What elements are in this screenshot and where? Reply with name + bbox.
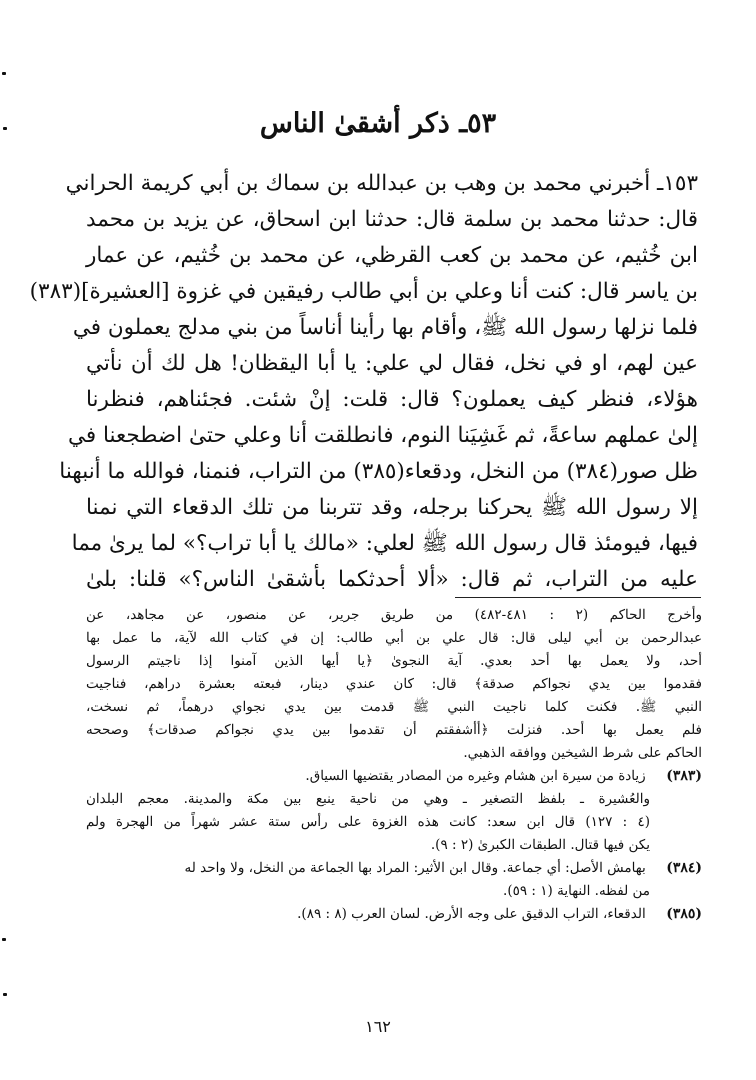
footnote-number: (٣٨٤) bbox=[666, 860, 702, 876]
text-line: فلما نزلها رسول الله ﷺ، وأقام بها رأينا أناساً من بني مدلج يعملون في bbox=[72, 315, 698, 340]
page-number: ١٦٢ bbox=[365, 1017, 391, 1036]
footnote-line: فقدموا بين يدي نجواكم صدقة﴾ قال: كان عندي دينار، فبعته بعشرة دراهم، فناجيت bbox=[86, 676, 702, 692]
footnote-text: الدقعاء، التراب الدقيق على وجه الأرض. لسان العرب (٨ : ٨٩). bbox=[297, 906, 646, 922]
text-line: إلىٰ عملهم ساعةً، ثم غَشِيَنا النوم، فانطلقت أنا وعلي حتىٰ اضطجعنا في bbox=[67, 423, 698, 448]
footnote-line: من لفظه. النهاية (١ : ٥٩). bbox=[503, 883, 650, 899]
text-line: عين لهم، او في نخل، فقال لي علي: يا أبا اليقظان! هل لك أن نأتي bbox=[86, 351, 698, 376]
chapter-title: ٥٣ـ ذكر أشقىٰ الناس bbox=[259, 108, 497, 139]
footnote-line: والعُشيرة ـ بلفظ التصغير ـ وهي من ناحية ينبع بين مكة والمدينة. معجم البلدان bbox=[86, 791, 650, 807]
footnote-383 bbox=[86, 765, 702, 788]
text-line: إلا رسول الله ﷺ يحركنا برجله، وقد تتربنا من تلك الدقعاء التي نمنا bbox=[86, 495, 698, 520]
scan-mark bbox=[3, 993, 7, 996]
footnote-number: (٣٨٣) bbox=[666, 768, 702, 784]
footnote-line: فلم يعمل بها أحد. فنزلت ﴿أأشفقتم أن تقدموا بين يدي نجواكم صدقات﴾ وصححه bbox=[86, 722, 702, 738]
footnote-line: وأخرج الحاكم (٢ : ٤٨١-٤٨٢) من طريق جرير، عن منصور، عن مجاهد، عن bbox=[86, 607, 702, 623]
text-line: عليه من التراب، ثم قال: «ألا أحدثكما بأشقىٰ الناس؟» قلنا: بلىٰ bbox=[86, 567, 698, 592]
scan-mark bbox=[2, 72, 6, 75]
footnote-384 bbox=[86, 857, 702, 880]
text-line: هؤلاء، فنظر كيف يعملون؟ قال: قلت: إنْ شئت. فجئناهم، فنظرنا bbox=[86, 387, 698, 412]
footnote-line: الحاكم على شرط الشيخين ووافقه الذهبي. bbox=[463, 745, 702, 761]
footnote-385 bbox=[86, 903, 702, 926]
footnotes bbox=[86, 604, 702, 926]
main-text bbox=[29, 166, 698, 598]
text-line: بن ياسر قال: كنت أنا وعلي بن أبي طالب رفيقين في غزوة [العشيرة](٣٨٣) bbox=[29, 279, 698, 304]
footnote-line: يكن فيها قتال. الطبقات الكبرىٰ (٢ : ٩). bbox=[430, 837, 650, 853]
text-line: قال: حدثنا محمد بن سلمة قال: حدثنا ابن اسحاق، عن يزيد بن محمد bbox=[86, 207, 698, 232]
footnote-text: زيادة من سيرة ابن هشام وغيره من المصادر يقتضيها السياق. bbox=[305, 768, 646, 784]
scan-mark bbox=[2, 938, 6, 941]
text-line: ابن خُثيم، عن محمد بن كعب القرظي، عن محمد بن خُثيم، عن عمار bbox=[86, 243, 698, 268]
footnote-line: عبدالرحمن بن أبي ليلى قال: قال علي بن أبي طالب: إن في كتاب الله لآية، ما عمل بها bbox=[86, 630, 702, 646]
footnote-text: بهامش الأصل: أي جماعة. وقال ابن الأثير: المراد بها الجماعة من النخل، ولا واحد له bbox=[184, 860, 646, 876]
footnote-line: النبي ﷺ. فكنت كلما ناجيت النبي ﷺ قدمت بين يدي نجواي درهماً، ثم نسخت، bbox=[86, 699, 702, 715]
text-line: ١٥٣ـ أخبرني محمد بن وهب بن عبدالله بن سماك بن أبي كريمة الحراني bbox=[65, 171, 698, 196]
footnote-divider bbox=[455, 597, 701, 598]
text-line: ظل صور(٣٨٤) من النخل، ودقعاء(٣٨٥) من التراب، فنمنا، فوالله ما أنبهنا bbox=[59, 459, 698, 484]
text-line: فيها، فيومئذ قال رسول الله ﷺ لعلي: «مالك يا أبا تراب؟» لما يرىٰ مما bbox=[71, 531, 698, 556]
footnote-number: (٣٨٥) bbox=[666, 906, 702, 922]
footnote-line: أحد، ولا يعمل بها أحد بعدي. آية النجوىٰ ﴿يا أيها الذين آمنوا إذا ناجيتم الرسول bbox=[86, 653, 702, 669]
footnote-line: (٤ : ١٢٧) قال ابن سعد: كانت هذه الغزوة على رأس ستة عشر شهراً من الهجرة ولم bbox=[86, 814, 650, 830]
